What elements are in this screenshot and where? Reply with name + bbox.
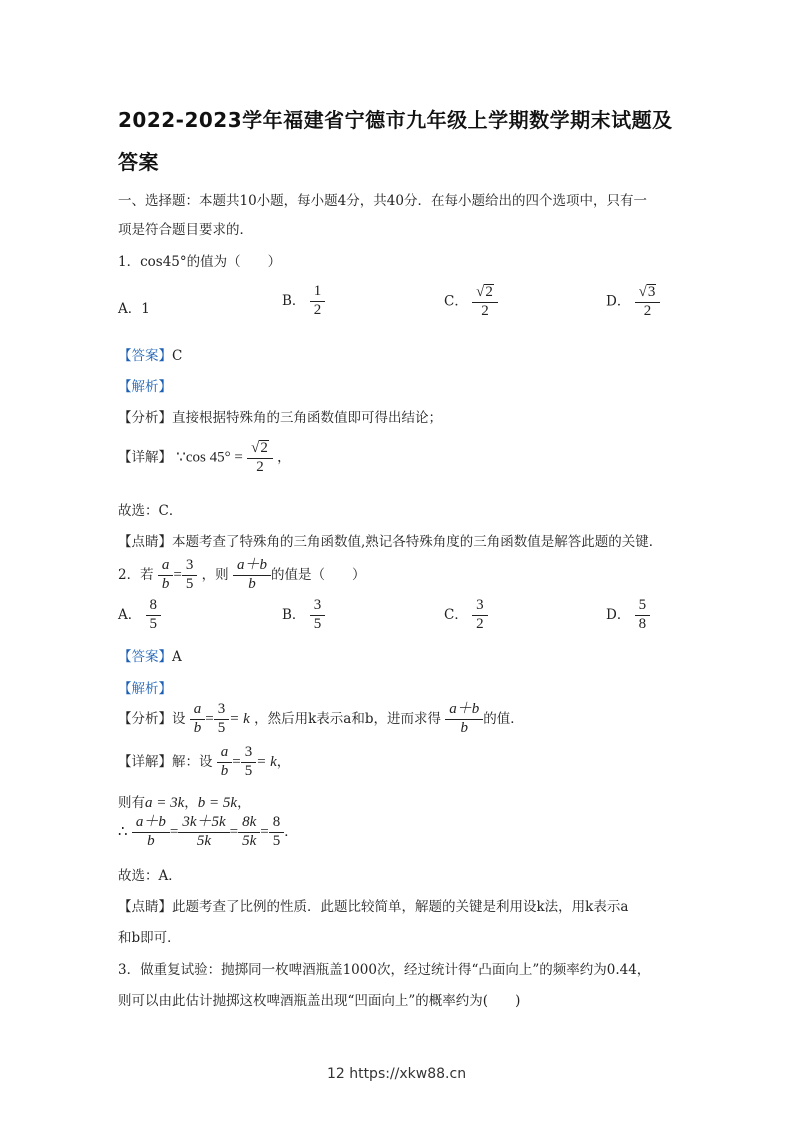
- comment-tag: 【点睛】: [118, 899, 172, 915]
- therefore-sign: ∴: [118, 823, 128, 840]
- denominator: b: [217, 762, 233, 780]
- fraction: [235, 558, 269, 593]
- fraction: [312, 284, 324, 319]
- answer-value: A: [172, 649, 182, 665]
- fenxi-tag: 【分析】: [118, 410, 172, 426]
- denominator: b: [233, 575, 271, 593]
- detail-expression: ∵cos 45° =: [176, 449, 243, 466]
- numerator: 8k: [242, 814, 257, 830]
- q1-comment: [118, 530, 662, 550]
- fraction: [312, 598, 324, 633]
- fenxi-suffix: 的值．: [483, 710, 524, 727]
- fraction: [240, 815, 258, 850]
- numerator: a＋b: [135, 814, 166, 830]
- radical-sign: √: [476, 284, 485, 300]
- denominator: 5k: [238, 832, 260, 850]
- equals-sign: =: [229, 823, 239, 840]
- k-expression: = k: [256, 753, 277, 770]
- option-label: C．: [444, 293, 468, 310]
- numerator: 3: [476, 597, 484, 613]
- denominator: 2: [635, 302, 661, 320]
- denominator: b: [158, 575, 174, 593]
- sqrt-numerator: [637, 284, 659, 302]
- b-expression: b = 5k: [197, 795, 238, 811]
- q1-detail: [118, 440, 291, 476]
- q2-fenxi: [118, 702, 524, 737]
- q1-stem: 1．cos45°的值为（ ）: [118, 254, 282, 270]
- numerator: a＋b: [449, 701, 480, 717]
- option-label: A．: [118, 606, 142, 623]
- page-title-line2: 答案: [118, 150, 159, 174]
- q1-option-d: [606, 284, 660, 320]
- numerator: 8: [149, 597, 158, 613]
- k-expression: = k: [229, 710, 250, 727]
- q2-option-a: [118, 598, 161, 633]
- fraction: [447, 702, 481, 737]
- fraction: [474, 284, 496, 320]
- q2-answer: [118, 645, 182, 665]
- numerator: a: [220, 744, 229, 760]
- denominator: 5: [269, 832, 285, 850]
- option-value: 1: [141, 301, 150, 317]
- q3-stem-line1: 3．做重复试验：抛掷同一枚啤酒瓶盖1000次，经过统计得“凸面向上”的频率约为0.44，: [118, 962, 651, 978]
- fraction: [271, 815, 283, 850]
- denominator: 2: [310, 301, 326, 319]
- stem-prefix: 2．若: [118, 566, 154, 583]
- q1-fenxi: [118, 406, 442, 426]
- radicand: 2: [485, 284, 493, 300]
- then-separator: ，: [184, 795, 198, 811]
- page-footer: 12 https://xkw88.cn: [326, 1066, 467, 1082]
- fraction: [637, 598, 649, 633]
- a-expression: a = 3k: [145, 795, 185, 811]
- fraction: [249, 440, 271, 476]
- q1-option-a: [118, 297, 150, 317]
- section-instructions-line1: 一、选择题：本题共10小题，每小题4分，共40分．在每小题给出的四个选项中，只有一: [118, 193, 647, 209]
- denominator: 2: [472, 615, 488, 633]
- denominator: 5: [241, 762, 257, 780]
- q2-choice: 故选：A．: [118, 868, 182, 884]
- comment-text: 此题考查了比例的性质．此题比较简单，解题的关键是利用设k法，用k表示a: [172, 899, 629, 915]
- q2-analysis-tag: 【解析】: [118, 681, 172, 697]
- q1-option-b: [282, 284, 325, 319]
- q1-answer: [118, 344, 182, 364]
- fraction: [192, 702, 204, 737]
- numerator: a: [193, 701, 202, 717]
- fraction: [184, 558, 196, 593]
- option-label: B．: [282, 606, 306, 623]
- sqrt-numerator: [474, 284, 496, 302]
- answer-tag: 【答案】: [118, 348, 172, 364]
- q2-option-d: [606, 598, 650, 633]
- fraction: [180, 815, 227, 850]
- q1-option-c: [444, 284, 498, 320]
- numerator: 5: [638, 597, 647, 613]
- q2-option-b: [282, 598, 325, 633]
- q2-therefore: [118, 815, 298, 850]
- then-label: 则有: [118, 795, 145, 811]
- numerator: 3: [217, 701, 226, 717]
- denominator: 8: [635, 615, 651, 633]
- answer-tag: 【答案】: [118, 649, 172, 665]
- numerator: a: [161, 557, 170, 573]
- equals-sign: =: [205, 710, 214, 727]
- option-label: B．: [282, 292, 306, 309]
- fraction: [216, 702, 228, 737]
- option-label: C．: [444, 606, 468, 623]
- option-label: D．: [606, 293, 631, 310]
- fenxi-middle: ，然后用k表示a和b，进而求得: [254, 710, 441, 727]
- fraction: [148, 598, 160, 633]
- denominator: 5: [214, 719, 230, 737]
- q3-stem-line2: 则可以由此估计抛掷这枚啤酒瓶盖出现“凹面向上”的概率约为( ): [118, 993, 521, 1009]
- numerator: 3k＋5k: [182, 814, 226, 830]
- radical-sign: √: [638, 284, 647, 300]
- numerator: 1: [313, 283, 322, 299]
- detail-prefix: 解：设: [172, 753, 213, 770]
- sqrt-numerator: [249, 440, 271, 458]
- q2-detail: [118, 745, 290, 780]
- denominator: 2: [247, 458, 273, 476]
- fenxi-prefix: 设: [172, 710, 186, 727]
- answer-value: C: [172, 348, 183, 364]
- denominator: 2: [472, 302, 498, 320]
- equals-sign: =: [173, 566, 182, 583]
- denominator: 5: [146, 615, 162, 633]
- q1-analysis-tag: 【解析】: [118, 379, 172, 395]
- detail-end: ，: [277, 449, 291, 466]
- numerator: a＋b: [236, 557, 267, 573]
- option-label: A．: [118, 301, 142, 317]
- q2-comment-line1: [118, 895, 628, 915]
- denominator: b: [190, 719, 206, 737]
- detail-end: ，: [276, 753, 291, 770]
- denominator: 5k: [178, 832, 229, 850]
- equals-sign: =: [169, 823, 179, 840]
- fraction: [243, 745, 255, 780]
- stem-suffix: 的值是（ ）: [270, 566, 366, 583]
- numerator: 3: [185, 557, 194, 573]
- denominator: 5: [182, 575, 198, 593]
- q2-stem: [118, 558, 365, 593]
- comment-tag: 【点睛】: [118, 534, 172, 550]
- detail-tag: 【详解】: [118, 449, 172, 466]
- radicand: 2: [260, 440, 268, 456]
- fraction: [637, 284, 659, 320]
- equals-sign: =: [260, 823, 269, 840]
- radical-sign: √: [251, 440, 260, 456]
- fraction: [134, 815, 168, 850]
- step-end: ．: [284, 823, 298, 840]
- numerator: 3: [244, 744, 253, 760]
- q1-choice: 故选：C．: [118, 503, 183, 519]
- q2-comment-line2: 和b即可．: [118, 930, 181, 946]
- stem-middle: ，则: [201, 566, 229, 583]
- equals-sign: =: [232, 753, 241, 770]
- fenxi-tag: 【分析】: [118, 710, 172, 727]
- section-instructions-line2: 项是符合题目要求的．: [118, 222, 253, 238]
- denominator: 5: [310, 615, 326, 633]
- denominator: b: [445, 719, 483, 737]
- denominator: b: [132, 832, 170, 850]
- q2-then: [118, 791, 251, 812]
- comment-text: 本题考查了特殊角的三角函数值,熟记各特殊角度的三角函数值是解答此题的关键．: [172, 534, 663, 550]
- fraction: [160, 558, 172, 593]
- radicand: 3: [647, 284, 656, 300]
- numerator: 3: [313, 597, 322, 613]
- numerator: 8: [272, 814, 281, 830]
- detail-tag: 【详解】: [118, 753, 172, 770]
- fraction: [474, 598, 486, 633]
- then-end: ，: [237, 795, 251, 811]
- q2-option-c: [444, 598, 488, 633]
- fraction: [219, 745, 231, 780]
- fenxi-text: 直接根据特殊角的三角函数值即可得出结论；: [172, 410, 442, 426]
- option-label: D．: [606, 606, 631, 623]
- page-title-line1: 2022-2023学年福建省宁德市九年级上学期数学期末试题及: [118, 108, 673, 132]
